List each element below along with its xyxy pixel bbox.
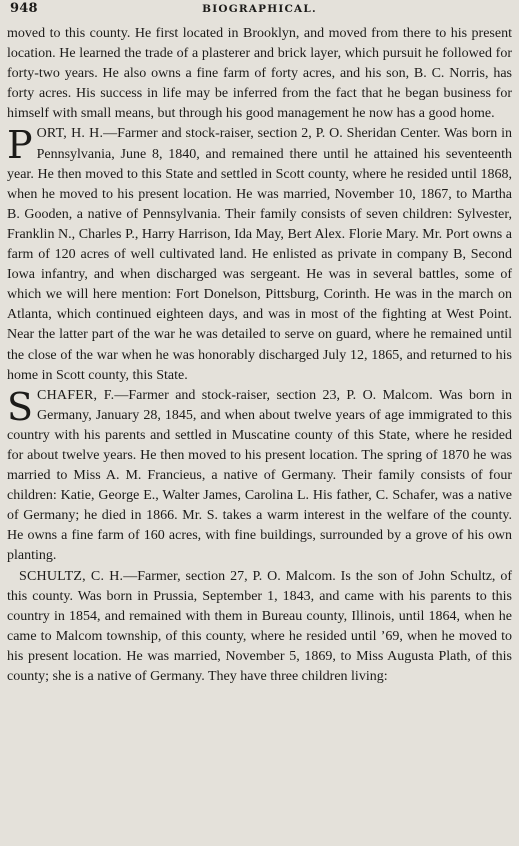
port-drop-cap: P <box>7 123 33 168</box>
page-header <box>7 0 512 24</box>
schultz-entry <box>7 567 512 688</box>
schafer-drop-cap: S <box>7 384 34 429</box>
norris-entry-continuation: moved to this county. He first located in Brooklyn, and moved from there to his present location. He learned the trade of a plasterer and brick layer, which pursuit he followed for forty-two years. He also owns a fine farm of forty acres, and his son, B. C. Norris, has forty acres. His success in life may be inferred from the fact that he began business for himself with small means, but through his good management he now has a good home. <box>7 26 512 122</box>
schafer-entry-name: CHAFER, F. <box>37 387 115 403</box>
schultz-entry-body: —Farmer, section 27, P. O. Malcom. Is the son of John Schultz, of this county. Was born in Prussia, September 1, 1843, and came with his parents to this country in 1854, and remained with them in Bureau county, Illinois, until 1864, when he came to Malcom township, of this county, where he resided until ’69, when he moved to his present location. He was married, November 5, 1869, to Miss Augusta Plath, of this county; she is a native of Germany. They have three children living: <box>7 568 512 684</box>
port-entry-body: —Farmer and stock-raiser, section 2, P. O. Sheridan Center. Was born in Pennsylvania, June 8, 1840, and remained there until he attained his seventeenth year. He then moved to this State and settled in Scott county, where he resided until 1868, when he moved to his present location. He was married, November 10, 1867, to Martha B. Gooden, a native of Pennsylvania. Their family consists of seven children: Sylvester, Franklin N., Charles P., Harry Harrison, Ida May, Bert Alex. Florie Mary. Mr. Port owns a farm of 120 acres of well cultivated land. He enlisted as private in company B, Second Iowa infantry, and when discharged was sergeant. He was in several battles, some of which we will here mention: Fort Donelson, Pittsburg, Corinth. He was in the march on Atlanta, which continued eighteen days, and was in most of the fighting at West Point. Near the latter part of the war he was detailed to serve on guard, where he remained until the close of the war when he was honorably discharged July 12, 1865, and returned to his home in Scott county, this State. <box>7 126 513 383</box>
page-number: 948 <box>10 1 38 16</box>
schafer-entry <box>7 386 512 567</box>
port-entry-name: ORT, H. H. <box>36 126 104 142</box>
port-entry <box>7 124 512 385</box>
schafer-entry-body: —Farmer and stock-raiser, section 23, P. O. Malcom. Was born in Germany, January 28, 1845, and when about twelve years of age immigrated to this country with his parents and settled in Muscatine county of this State, where he resided for about twelve years. He then moved to his present location. The spring of 1870 he was married to Miss A. M. Francieus, a native of Germany. Their family consists of four children: Katie, George E., Walter James, Carolina L. His father, C. Schafer, was a native of Germany; he died in 1866. Mr. S. takes a warm interest in the welfare of the county. He owns a fine farm of 160 acres, with fine buildings, surrounded by a grove of his own planting. <box>7 387 513 564</box>
schultz-entry-name: SCHULTZ, C. H. <box>19 568 124 584</box>
running-head: BIOGRAPHICAL. <box>202 3 317 15</box>
biography-text <box>7 24 512 687</box>
